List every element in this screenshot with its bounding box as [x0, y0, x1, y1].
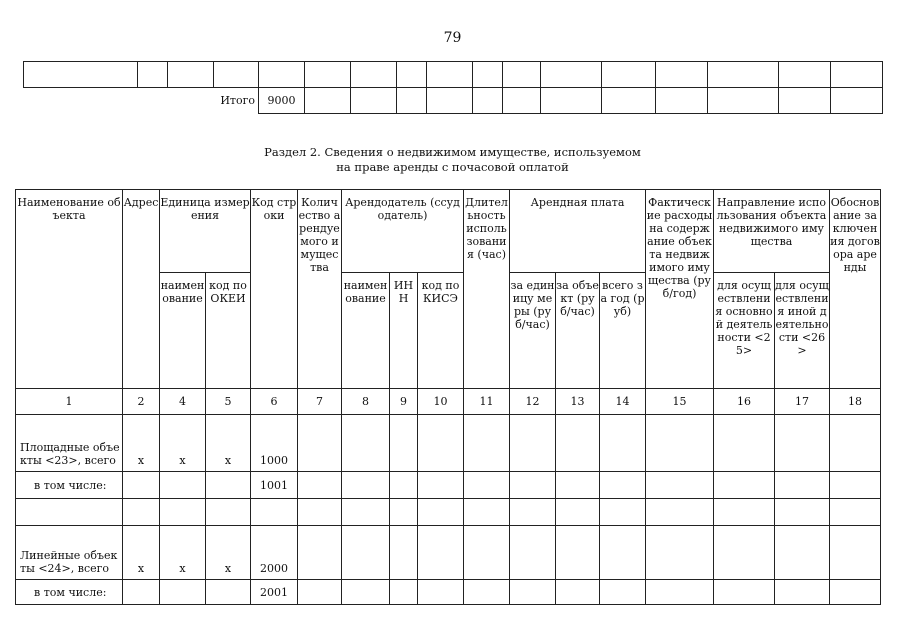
col-header-unit: Единица измерения	[160, 190, 251, 273]
row-code: 1000	[251, 415, 298, 472]
col-number: 15	[646, 389, 714, 415]
column-numbers-row	[16, 389, 881, 415]
col-header-rent-total: всего за год (руб)	[600, 273, 646, 389]
col-header-rent-per-unit: за единицу меры (руб/час)	[510, 273, 556, 389]
row-code: 2000	[251, 526, 298, 580]
col-number: 17	[775, 389, 830, 415]
x-mark: х	[160, 526, 206, 580]
row-code: 1001	[251, 472, 298, 499]
col-number: 12	[510, 389, 556, 415]
col-header-unit-name: наименование	[160, 273, 206, 389]
col-header-quantity: Количество арендуемого имущества	[298, 190, 342, 389]
col-number: 13	[556, 389, 600, 415]
col-header-dir-other: для осуществления иной деятельности <26>	[775, 273, 830, 389]
col-header-rent-per-object: за объект (руб/час)	[556, 273, 600, 389]
top-table-row	[24, 62, 883, 88]
col-number: 4	[160, 389, 206, 415]
x-mark: х	[123, 415, 160, 472]
col-header-lessor-kise: код по КИСЭ	[418, 273, 464, 389]
header-row-1	[16, 190, 881, 273]
col-number: 7	[298, 389, 342, 415]
x-mark: х	[206, 526, 251, 580]
x-mark: х	[160, 415, 206, 472]
col-header-duration: Длительность использования (час)	[464, 190, 510, 389]
col-number: 2	[123, 389, 160, 415]
col-number: 10	[418, 389, 464, 415]
section-title-line2: на праве аренды с почасовой оплатой	[336, 160, 569, 174]
section2-table	[15, 189, 881, 605]
table-row-linear-including	[16, 580, 881, 605]
x-mark: х	[206, 415, 251, 472]
row-label-including: в том числе:	[16, 472, 123, 499]
x-mark: х	[123, 526, 160, 580]
row-label-including: в том числе:	[16, 580, 123, 605]
top-table-continuation	[23, 61, 883, 114]
col-number: 8	[342, 389, 390, 415]
col-header-row-code: Код строки	[251, 190, 298, 389]
total-label: Итого	[214, 88, 259, 114]
top-table-total-row	[24, 88, 883, 114]
section-title	[0, 145, 905, 175]
col-number: 9	[390, 389, 418, 415]
table-row-empty	[16, 499, 881, 526]
col-header-unit-code: код по ОКЕИ	[206, 273, 251, 389]
col-header-lessor-name: наименование	[342, 273, 390, 389]
page-number: 79	[443, 30, 462, 46]
table-row-area-objects	[16, 415, 881, 472]
section-title-line1: Раздел 2. Сведения о недвижимом имуществе, используемом	[264, 145, 641, 159]
total-code: 9000	[259, 88, 305, 114]
col-number: 11	[464, 389, 510, 415]
col-header-name: Наименование объекта	[16, 190, 123, 389]
col-header-rent: Арендная плата	[510, 190, 646, 273]
col-number: 1	[16, 389, 123, 415]
col-number: 18	[830, 389, 881, 415]
table-row-area-including	[16, 472, 881, 499]
col-number: 6	[251, 389, 298, 415]
col-header-lessor: Арендодатель (ссудодатель)	[342, 190, 464, 273]
col-header-lessor-inn: ИНН	[390, 273, 418, 389]
col-header-address: Адрес	[123, 190, 160, 389]
col-header-direction: Направление использования объекта недвижимого имущества	[714, 190, 830, 273]
row-code: 2001	[251, 580, 298, 605]
col-header-dir-main: для осуществления основной деятельности <25>	[714, 273, 775, 389]
row-label-area-objects: Площадные объекты <23>, всего	[16, 415, 123, 472]
row-label-linear-objects: Линейные объекты <24>, всего	[16, 526, 123, 580]
col-number: 16	[714, 389, 775, 415]
col-header-actual-costs: Фактические расходы на содержание объекта недвижимого имущества (руб/год)	[646, 190, 714, 389]
table-row-linear-objects	[16, 526, 881, 580]
col-number: 5	[206, 389, 251, 415]
col-number: 14	[600, 389, 646, 415]
col-header-justification: Обоснование заключения договора аренды	[830, 190, 881, 389]
